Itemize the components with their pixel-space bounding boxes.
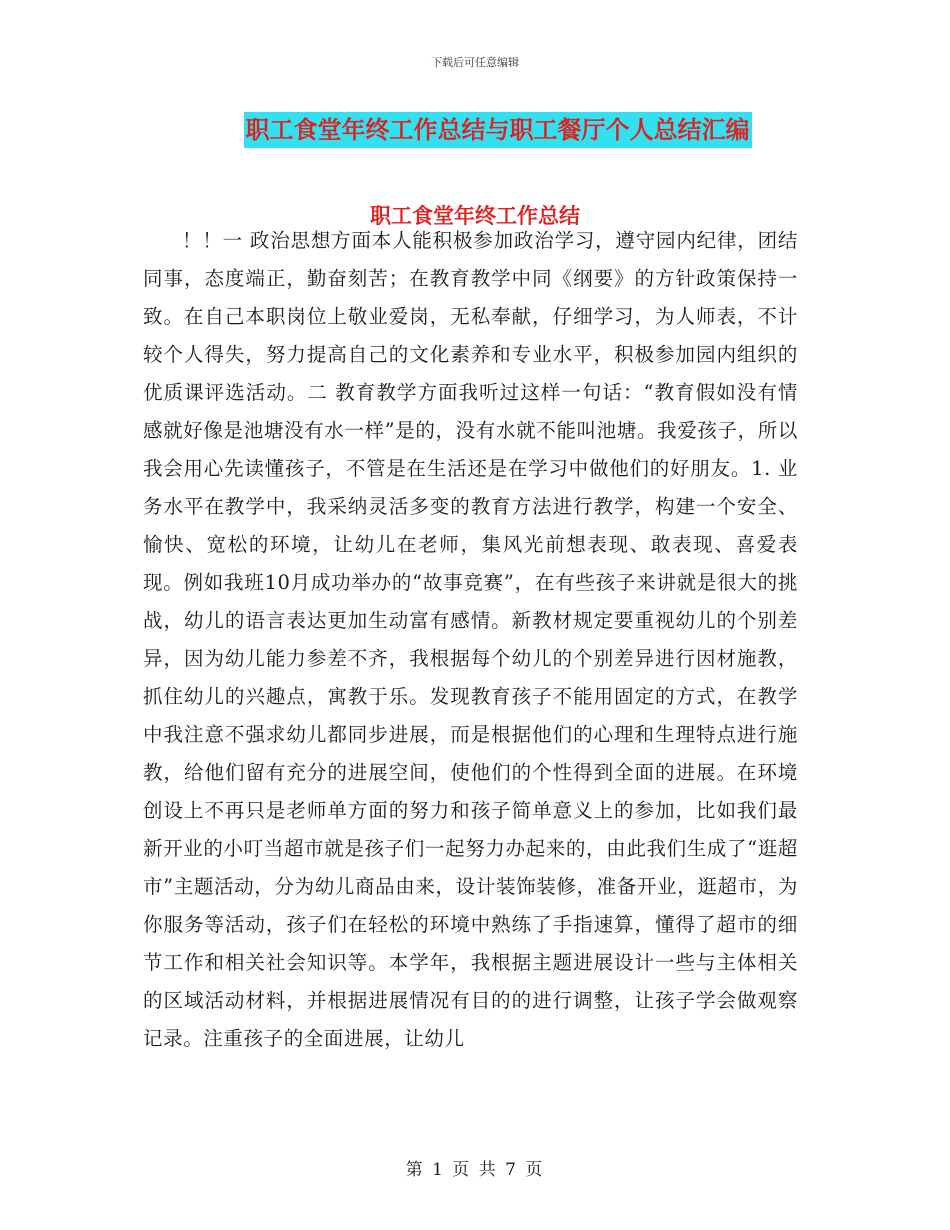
body-paragraph: ！！一 政治思想方面本人能积极参加政治学习，遵守园内纪律，团结同事，态度端正，勤奋刻苦；在教育教学中同《纲要》的方针政策保持一致。在自己本职岗位上敬业爱岗，无私奉献，仔细学习，为人师表，不计较个人得失，努力提高自己的文化素养和专业水平，积极参加园内组织的优质课评选活动。二 教育教学方面我听过这样一句话：“教育假如没有情感就好像是池塘没有水一样”是的，没有水就不能叫池塘。我爱孩子，所以我会用心先读懂孩子，不管是在生活还是在学习中做他们的好朋友。1. 业务水平在教学中，我采纳灵活多变的教育方法进行教学，构建一个安全、愉快、宽松的环境，让幼儿在老师，集风光前想表现、敢表现、喜爱表现。例如我班10月成功举办的“故事竞赛”，在有些孩子来讲就是很大的挑战，幼儿的语言表达更加生动富有感情。新教材规定要重视幼儿的个别差异，因为幼儿能力参差不齐，我根据每个幼儿的个别差异进行因材施教，抓住幼儿的兴趣点，寓教于乐。发现教育孩子不能用固定的方式，在教学中我注意不强求幼儿都同步进展，而是根据他们的心理和生理特点进行施教，给他们留有充分的进展空间，使他们的个性得到全面的进展。在环境创设上不再只是老师单方面的努力和孩子简单意义上的参加，比如我们最新开业的小叮当超市就是孩子们一起努力办起来的，由此我们生成了“逛超市”主题活动，分为幼儿商品由来，设计装饰装修，准备开业，逛超市，为你服务等活动，孩子们在轻松的环境中熟练了手指速算，懂得了超市的细节工作和相关社会知识等。本学年，我根据主题进展设计一些与主体相关的区域活动材料，并根据进展情况有目的的进行调整，让孩子学会做观察记录。注重孩子的全面进展，让幼儿 bbox=[143, 229, 798, 1050]
page-number: 第 1 页 共 7 页 bbox=[405, 1160, 545, 1180]
section-title: 职工食堂年终工作总结 bbox=[370, 204, 580, 228]
document-title: 职工食堂年终工作总结与职工餐厅个人总结汇编 bbox=[244, 112, 752, 148]
main-title-container bbox=[0, 112, 950, 148]
page-header: 下载后可任意编辑 bbox=[431, 56, 519, 69]
